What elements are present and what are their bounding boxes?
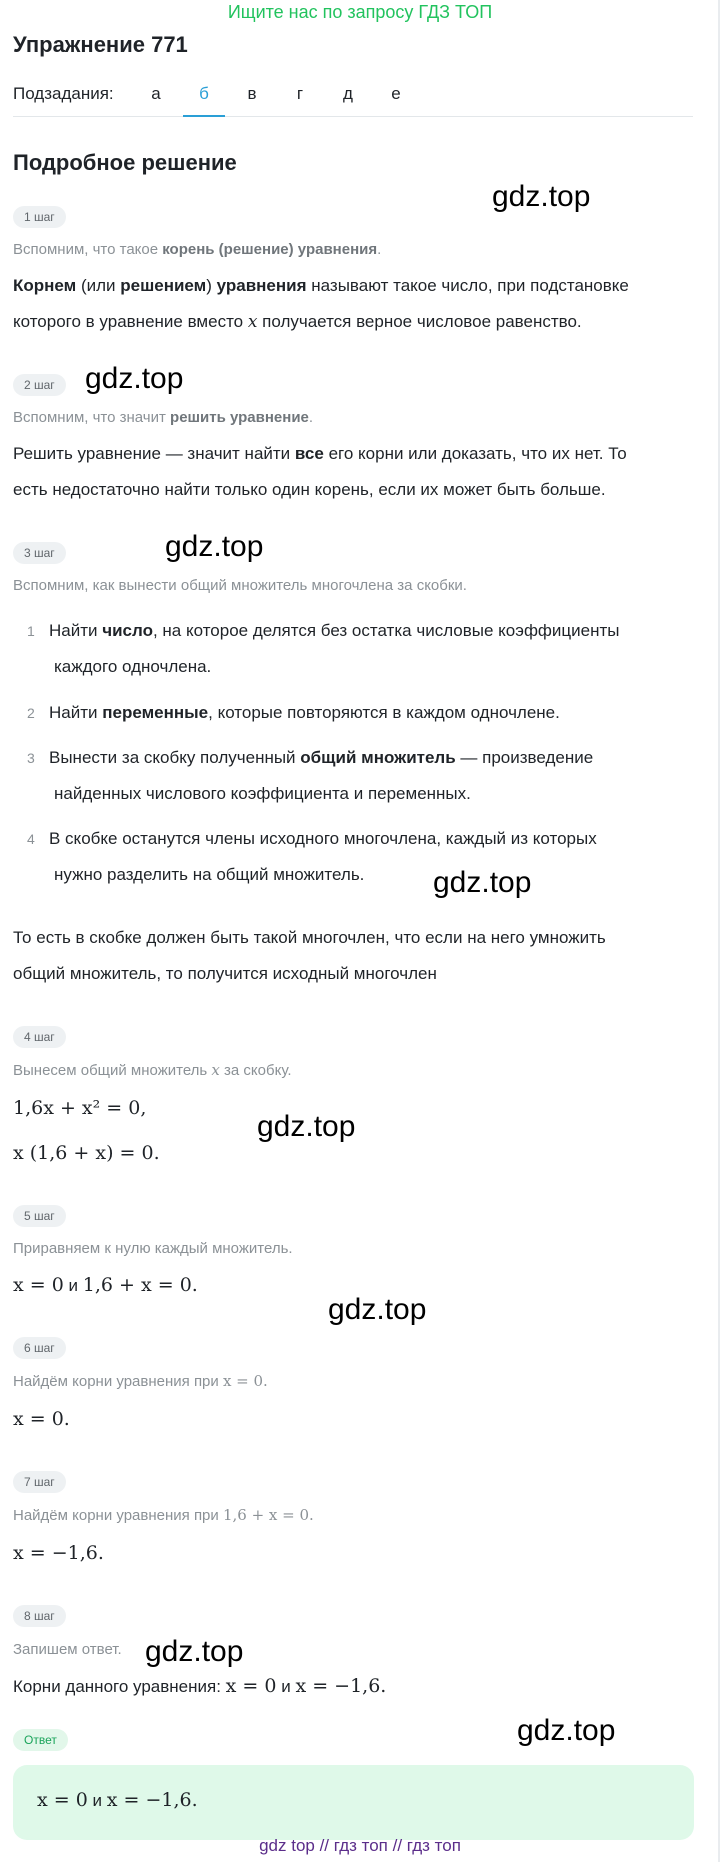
step-hint: Вспомним, что значит решить уравнение.	[13, 409, 314, 426]
watermark: gdz.top	[328, 1293, 427, 1326]
list-item: 3 Вынести за скобку полученный общий множитель — произведение найденных числового коэффициента и переменных.	[27, 748, 594, 803]
step-badge: 6 шаг	[13, 1337, 66, 1359]
watermark: gdz.top	[517, 1714, 616, 1747]
equation: 1,6x + x² = 0,	[13, 1097, 147, 1119]
list-item: 2 Найти переменные, которые повторяются в каждом одночлене.	[27, 703, 560, 722]
step-hint: Найдём корни уравнения при x = 0.	[13, 1372, 268, 1390]
equation: x (1,6 + x) = 0.	[13, 1142, 160, 1164]
equation: x = −1,6.	[13, 1542, 104, 1564]
subtasks-nav	[13, 78, 693, 117]
watermark: gdz.top	[85, 362, 184, 395]
tab-v[interactable]: в	[247, 84, 257, 103]
search-banner[interactable]: Ищите нас по запросу ГДЗ ТОП	[227, 2, 493, 22]
step-hint: Вспомним, что такое корень (решение) уравнения.	[13, 241, 382, 258]
subtasks-label: Подзадания:	[13, 84, 114, 103]
footer-links[interactable]: gdz top // гдз топ // гдз топ	[259, 1836, 461, 1855]
step-hint: Запишем ответ.	[13, 1641, 122, 1658]
list-item: 1 Найти число, на которое делятся без остатка числовые коэффициенты каждого одночлена.	[27, 621, 620, 676]
step-badge: 7 шаг	[13, 1471, 66, 1493]
tab-b[interactable]: б	[183, 84, 225, 117]
watermark: gdz.top	[165, 530, 264, 563]
step-hint: Приравняем к нулю каждый множитель.	[13, 1240, 293, 1257]
step-badge: 3 шаг	[13, 542, 66, 564]
step-badge: 4 шаг	[13, 1026, 66, 1048]
tab-e[interactable]: е	[391, 84, 401, 103]
step-hint: Вспомним, как вынести общий множитель многочлена за скобки.	[13, 577, 467, 594]
step-text: Решить уравнение — значит найти все его корни или доказать, что их нет. То есть недостаточно найти только один корень, если их может быть больше.	[13, 444, 627, 499]
equation: x = 0 и 1,6 + x = 0.	[13, 1274, 198, 1296]
page-title: Упражнение 771	[13, 32, 188, 57]
answer-equation: x = 0 и x = −1,6.	[37, 1789, 198, 1811]
step-badge: 5 шаг	[13, 1205, 66, 1227]
tab-d[interactable]: д	[343, 84, 353, 103]
tab-a[interactable]: а	[151, 84, 161, 103]
answer-box	[13, 1765, 694, 1840]
step-text: Корни данного уравнения: x = 0 и x = −1,6.	[13, 1675, 387, 1697]
watermark: gdz.top	[492, 180, 591, 213]
step-text: То есть в скобке должен быть такой многочлен, что если на него умножить общий множитель, то получится исходный многочлен	[13, 928, 606, 983]
tab-g[interactable]: г	[296, 84, 304, 103]
solution-heading: Подробное решение	[13, 150, 237, 175]
step-badge: 1 шаг	[13, 206, 66, 228]
equation: x = 0.	[13, 1408, 70, 1430]
watermark: gdz.top	[145, 1635, 244, 1668]
answer-badge: Ответ	[13, 1729, 68, 1751]
step-text: Корнем (или решением) уравнения называют такое число, при подстановке которого в уравнение вместо x получается верное числовое равенство.	[13, 276, 629, 332]
watermark: gdz.top	[257, 1110, 356, 1143]
watermark: gdz.top	[433, 866, 532, 899]
step-badge: 2 шаг	[13, 374, 66, 396]
list-item: 4 В скобке останутся члены исходного многочлена, каждый из которых нужно разделить на общий множитель.	[27, 829, 597, 884]
step-badge: 8 шаг	[13, 1605, 66, 1627]
step-hint: Вынесем общий множитель x за скобку.	[13, 1061, 292, 1079]
step-hint: Найдём корни уравнения при 1,6 + x = 0.	[13, 1506, 314, 1524]
